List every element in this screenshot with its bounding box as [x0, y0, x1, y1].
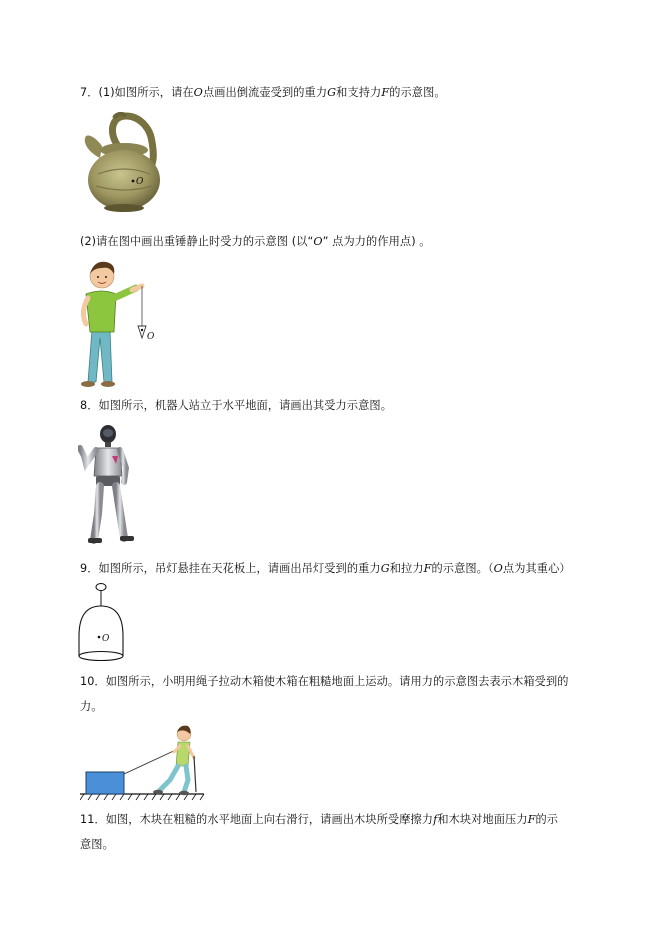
question-9: [80, 561, 571, 577]
box-pull-figure: [80, 722, 208, 804]
q7-text-2: 点画出倒流壶受到的重力: [202, 86, 328, 99]
q11-var-f: F: [527, 813, 536, 826]
question-8: [80, 398, 392, 414]
q9-var-o: O: [493, 562, 503, 575]
plumb-point-o: [141, 329, 143, 331]
question-7-part-1: [80, 85, 446, 101]
q9-var-g: G: [380, 562, 390, 575]
q7-var-o: O: [193, 86, 203, 99]
q8-text: 8．如图所示，机器人站立于水平地面，请画出其受力示意图。: [80, 399, 392, 412]
teapot-point-o: [132, 180, 135, 183]
q7b-text-2: ” 点为力的作用点) 。: [322, 235, 431, 248]
q7b-var-o: O: [313, 235, 323, 248]
q11-line-2: 意图。: [80, 838, 114, 851]
q7-var-f: F: [381, 86, 390, 99]
lamp-o-label: O: [102, 634, 110, 644]
q7-var-g: G: [327, 86, 337, 99]
q9-var-f: F: [423, 562, 432, 575]
q9-text-2: 和拉力: [389, 562, 424, 575]
boy-plumb-figure: [76, 254, 172, 388]
q7-text-4: 的示意图。: [389, 86, 446, 99]
q10-line-2: 力。: [80, 700, 103, 713]
question-11: [80, 807, 580, 857]
q9-text-1: 9．如图所示，吊灯悬挂在天花板上，请画出吊灯受到的重力: [80, 562, 381, 575]
q11-var-f-small: f: [433, 813, 438, 826]
teapot-figure: [78, 112, 170, 216]
q7-text-1: 7．(1)如图所示，请在: [80, 86, 194, 99]
plumb-o-label: O: [147, 332, 155, 342]
question-7-part-2: [80, 234, 431, 250]
q11-text-1: 11．如图，木块在粗糙的水平地面上向右滑行，请画出木块所受摩擦力: [80, 813, 434, 826]
robot-figure: [78, 424, 144, 548]
lamp-point-o: [98, 636, 101, 639]
question-10: [80, 669, 580, 719]
q11-line-1: [80, 807, 580, 832]
hanging-lamp-figure: [76, 582, 130, 668]
q9-text-4: 点为其重心）: [502, 562, 571, 575]
q7b-text-1: (2)请在图中画出重锤静止时受力的示意图 (以“: [80, 235, 314, 248]
q11-text-2: 和木块对地面压力: [437, 813, 528, 826]
q11-text-3: 的示: [535, 813, 559, 826]
teapot-o-label: O: [136, 177, 144, 187]
q7-text-3: 和支持力: [336, 86, 382, 99]
q10-line-1: 10．如图所示，小明用绳子拉动木箱使木箱在粗糙地面上运动。请用力的示意图去表示木箱受到的: [80, 675, 569, 688]
q9-text-3: 的示意图。（: [431, 562, 494, 575]
